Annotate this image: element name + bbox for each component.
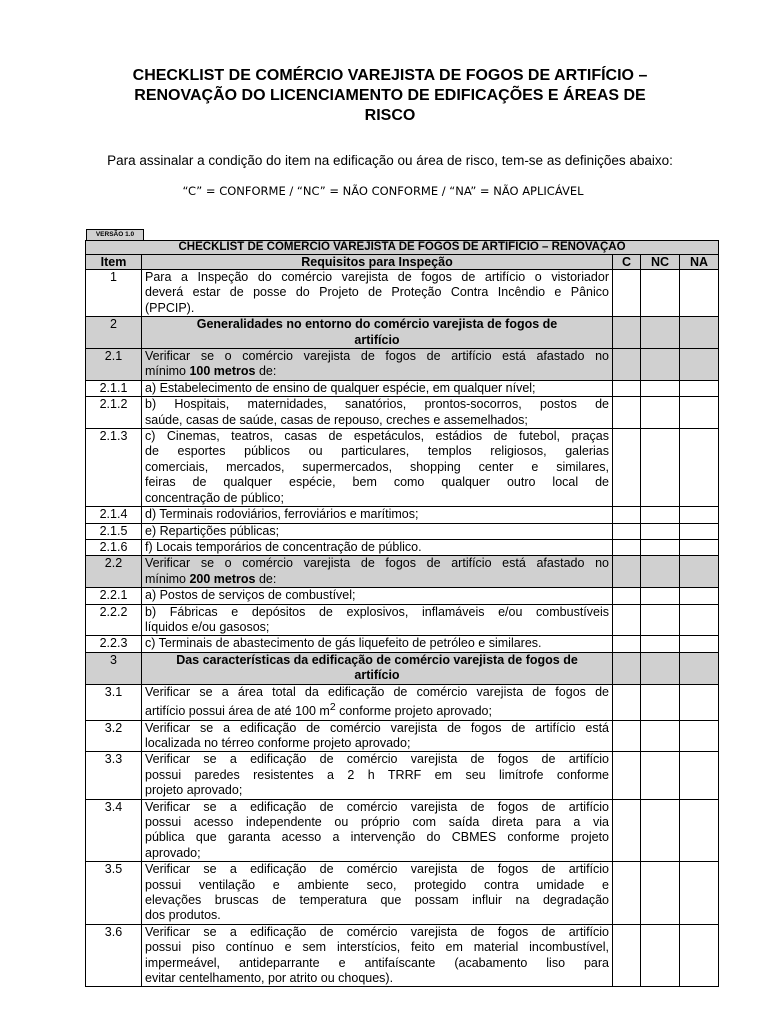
checkbox-c[interactable]	[613, 429, 641, 507]
table-row	[86, 270, 719, 317]
header-na: NA	[680, 255, 719, 270]
checkbox-na[interactable]	[680, 684, 719, 720]
requirement-text: Verificar se a edificação de comércio varejista de fogos de artifício possui ventilação e ambiente seco, protegido contra umidade e elevações bruscas de temperatura que possam influir na degradação dos produtos.	[142, 862, 613, 925]
table-row	[86, 349, 719, 381]
requirement-text: d) Terminais rodoviários, ferroviários e marítimos;	[142, 507, 613, 523]
requirement-text: a) Estabelecimento de ensino de qualquer espécie, em qualquer nível;	[142, 380, 613, 396]
checkbox-nc[interactable]	[641, 604, 680, 636]
checkbox-nc[interactable]	[641, 539, 680, 555]
item-number: 3.6	[86, 924, 142, 987]
requirement-text: Verificar se a edificação de comércio varejista de fogos de artifício possui paredes resistentes a 2 h TRRF em seu limítrofe conforme projeto aprovado;	[142, 752, 613, 799]
checkbox-nc[interactable]	[641, 684, 680, 720]
requirement-text: b) Hospitais, maternidades, sanatórios, prontos-socorros, postos de saúde, casas de saúde, casas de repouso, creches e assemelhados;	[142, 397, 613, 429]
checkbox-na[interactable]	[680, 523, 719, 539]
checkbox-na[interactable]	[680, 380, 719, 396]
table-row	[86, 588, 719, 604]
requirement-text: e) Repartições públicas;	[142, 523, 613, 539]
checkbox-c[interactable]	[613, 636, 641, 652]
checkbox-c[interactable]	[613, 317, 641, 349]
checkbox-na[interactable]	[680, 270, 719, 317]
table-row	[86, 799, 719, 862]
table-row	[86, 720, 719, 752]
checkbox-nc[interactable]	[641, 720, 680, 752]
table-row	[86, 652, 719, 684]
table-row	[86, 556, 719, 588]
item-number: 3.3	[86, 752, 142, 799]
item-number: 2.1.6	[86, 539, 142, 555]
checkbox-nc[interactable]	[641, 349, 680, 381]
item-number: 2.1.2	[86, 397, 142, 429]
checkbox-nc[interactable]	[641, 862, 680, 925]
checkbox-na[interactable]	[680, 862, 719, 925]
checkbox-nc[interactable]	[641, 556, 680, 588]
requirement-text: c) Terminais de abastecimento de gás liquefeito de petróleo e similares.	[142, 636, 613, 652]
requirement-text: Para a Inspeção do comércio varejista de fogos de artifício o vistoriador deverá estar de posse do Projeto de Proteção Contra Incêndio e Pânico (PPCIP).	[142, 270, 613, 317]
checkbox-nc[interactable]	[641, 636, 680, 652]
checkbox-na[interactable]	[680, 349, 719, 381]
checkbox-c[interactable]	[613, 539, 641, 555]
checkbox-c[interactable]	[613, 397, 641, 429]
requirement-text: Verificar se o comércio varejista de fogos de artifício está afastado no mínimo 100 metros de:	[142, 349, 613, 381]
item-number: 3.1	[86, 684, 142, 720]
requirement-text: f) Locais temporários de concentração de público.	[142, 539, 613, 555]
checkbox-na[interactable]	[680, 799, 719, 862]
table-row	[86, 752, 719, 799]
header-c: C	[613, 255, 641, 270]
requirement-text: c) Cinemas, teatros, casas de espetáculos, estádios de futebol, praças de esportes públicos ou particulares, templos religiosos, galerias comerciais, mercados, supermercados, shopping center e similares, feiras de qualquer espécie, bem como qualquer outro local de concentração de público;	[142, 429, 613, 507]
checkbox-c[interactable]	[613, 720, 641, 752]
checkbox-nc[interactable]	[641, 588, 680, 604]
checkbox-na[interactable]	[680, 397, 719, 429]
checklist-table	[85, 240, 719, 987]
table-row	[86, 604, 719, 636]
item-number: 3	[86, 652, 142, 684]
header-nc: NC	[641, 255, 680, 270]
checkbox-nc[interactable]	[641, 429, 680, 507]
title-line-2: RENOVAÇÃO DO LICENCIAMENTO DE EDIFICAÇÕES E ÁREAS DE	[134, 87, 646, 104]
requirement-text: Verificar se o comércio varejista de fogos de artifício está afastado no mínimo 200 metros de:	[142, 556, 613, 588]
item-number: 2.1.3	[86, 429, 142, 507]
checkbox-c[interactable]	[613, 652, 641, 684]
intro-text: Para assinalar a condição do item na edificação ou área de risco, tem-se as definições abaixo:	[107, 153, 673, 168]
item-number: 1	[86, 270, 142, 317]
version-label: VERSÃO 1.0	[86, 229, 144, 241]
item-number: 3.2	[86, 720, 142, 752]
item-number: 2.1.4	[86, 507, 142, 523]
checkbox-c[interactable]	[613, 349, 641, 381]
requirement-text: Verificar se a edificação de comércio varejista de fogos de artifício está localizada no térreo conforme projeto aprovado;	[142, 720, 613, 752]
checkbox-na[interactable]	[680, 720, 719, 752]
checkbox-nc[interactable]	[641, 270, 680, 317]
checkbox-c[interactable]	[613, 380, 641, 396]
item-number: 2.2.2	[86, 604, 142, 636]
checkbox-c[interactable]	[613, 924, 641, 987]
table-row	[86, 539, 719, 555]
checkbox-na[interactable]	[680, 556, 719, 588]
header-requirements: Requisitos para Inspeção	[142, 255, 613, 270]
requirement-text: Verificar se a edificação de comércio varejista de fogos de artifício possui piso contínuo e sem interstícios, feito em material incombustível, impermeável, antideparrante e antifaíscante (acabamento liso para evitar centelhamento, por atrito ou choques).	[142, 924, 613, 987]
table-row	[86, 862, 719, 925]
checkbox-c[interactable]	[613, 604, 641, 636]
table-banner: CHECKLIST DE COMÉRCIO VAREJISTA DE FOGOS DE ARTIFÍCIO – RENOVAÇÃO	[86, 241, 719, 255]
checkbox-nc[interactable]	[641, 380, 680, 396]
item-number: 2.1	[86, 349, 142, 381]
item-number: 2.2.3	[86, 636, 142, 652]
checkbox-nc[interactable]	[641, 523, 680, 539]
checkbox-na[interactable]	[680, 588, 719, 604]
table-row	[86, 429, 719, 507]
item-number: 2	[86, 317, 142, 349]
item-number: 3.5	[86, 862, 142, 925]
header-item: Item	[86, 255, 142, 270]
requirement-text: Das características da edificação de comércio varejista de fogos de artifício	[142, 652, 613, 684]
checkbox-na[interactable]	[680, 652, 719, 684]
checkbox-na[interactable]	[680, 539, 719, 555]
table-row	[86, 380, 719, 396]
requirement-text: a) Postos de serviços de combustível;	[142, 588, 613, 604]
checkbox-c[interactable]	[613, 862, 641, 925]
table-row	[86, 507, 719, 523]
checkbox-c[interactable]	[613, 684, 641, 720]
table-row	[86, 636, 719, 652]
table-row	[86, 684, 719, 720]
checkbox-c[interactable]	[613, 556, 641, 588]
checkbox-c[interactable]	[613, 507, 641, 523]
checkbox-c[interactable]	[613, 752, 641, 799]
table-row	[86, 397, 719, 429]
checkbox-c[interactable]	[613, 799, 641, 862]
checkbox-c[interactable]	[613, 588, 641, 604]
item-number: 2.2.1	[86, 588, 142, 604]
checkbox-c[interactable]	[613, 270, 641, 317]
document-title	[70, 66, 710, 126]
checkbox-nc[interactable]	[641, 752, 680, 799]
item-number: 2.1.5	[86, 523, 142, 539]
checkbox-na[interactable]	[680, 636, 719, 652]
title-line-3: RISCO	[364, 107, 416, 124]
checkbox-nc[interactable]	[641, 317, 680, 349]
checkbox-na[interactable]	[680, 604, 719, 636]
title-line-1: CHECKLIST DE COMÉRCIO VAREJISTA DE FOGOS DE ARTIFÍCIO –	[132, 67, 648, 84]
checkbox-na[interactable]	[680, 317, 719, 349]
checkbox-na[interactable]	[680, 924, 719, 987]
checkbox-nc[interactable]	[641, 652, 680, 684]
checkbox-na[interactable]	[680, 429, 719, 507]
requirement-text: b) Fábricas e depósitos de explosivos, inflamáveis e/ou combustíveis líquidos e/ou gasosos;	[142, 604, 613, 636]
checkbox-na[interactable]	[680, 752, 719, 799]
checkbox-nc[interactable]	[641, 924, 680, 987]
item-number: 2.2	[86, 556, 142, 588]
requirement-text: Verificar se a área total da edificação de comércio varejista de fogos de artifício possui área de até 100 $m^2$ conforme projeto aprovado;	[142, 684, 613, 720]
checkbox-c[interactable]	[613, 523, 641, 539]
checkbox-nc[interactable]	[641, 397, 680, 429]
checkbox-na[interactable]	[680, 507, 719, 523]
table-row	[86, 523, 719, 539]
requirement-text: Verificar se a edificação de comércio varejista de fogos de artifício possui acesso independente ou próprio com saída direta para a via pública que garanta acesso a intervenção do CBMES conforme projeto aprovado;	[142, 799, 613, 862]
item-number: 3.4	[86, 799, 142, 862]
checkbox-nc[interactable]	[641, 507, 680, 523]
definitions-legend: “C” = CONFORME / “NC” = NÃO CONFORME / “NA” = NÃO APLICÁVEL	[182, 184, 584, 198]
table-row	[86, 924, 719, 987]
table-header-row	[86, 255, 719, 270]
table-row	[86, 317, 719, 349]
item-number: 2.1.1	[86, 380, 142, 396]
checkbox-nc[interactable]	[641, 799, 680, 862]
requirement-text: Generalidades no entorno do comércio varejista de fogos de artifício	[142, 317, 613, 349]
